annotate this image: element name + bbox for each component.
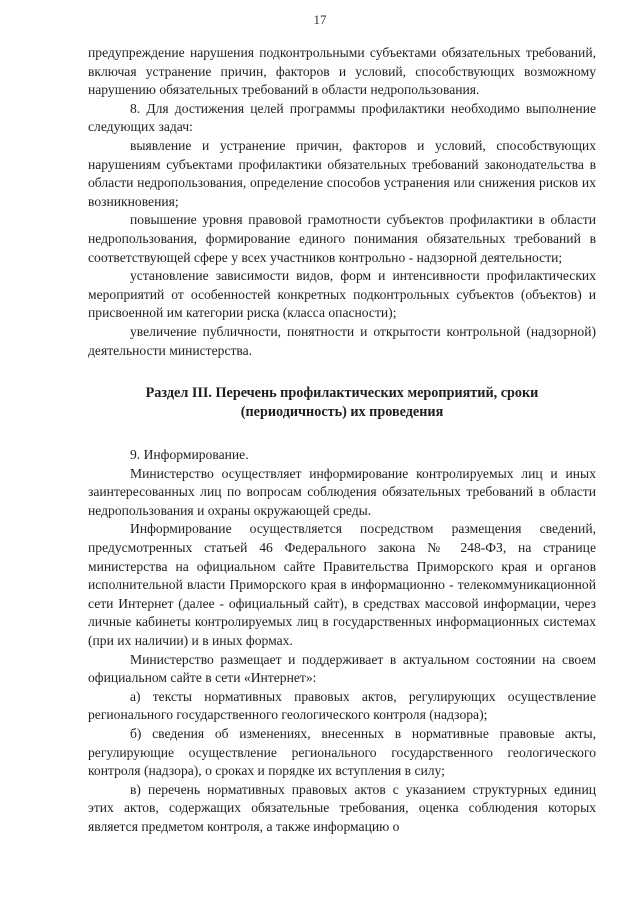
- section-heading: Раздел III. Перечень профилактических мероприятий, сроки (периодичность) их проведения: [145, 385, 539, 421]
- paragraph-list-c: в) перечень нормативных правовых актов с указанием структурных единиц этих актов, содержащих обязательные требования, оценка соблюдения которых является предметом контроля, а также информацию о: [88, 781, 596, 834]
- page-number: 17: [313, 12, 327, 27]
- paragraph-website-content: Министерство размещает и поддерживает в актуальном состоянии на своем официальном сайте в сети «Интернет»:: [88, 651, 596, 686]
- paragraph-item-8: 8. Для достижения целей программы профилактики необходимо выполнение следующих задач:: [88, 100, 596, 135]
- paragraph-informing-means: Информирование осуществляется посредством размещения сведений, предусмотренных статьей 46 Федерального закона № 248-ФЗ, на странице министерства на официальном сайте Правительства Приморского края и органов исполнительной власти Приморского края в информационно - телекоммуникационной сети Интернет (далее - официальный сайт), в средствах массовой информации, через личные кабинеты контролируемых лиц в государственных информационных системах (при их наличии) и в иных формах.: [88, 521, 596, 649]
- paragraph-task-1: выявление и устранение причин, факторов и условий, способствующих нарушениям субъектами профилактики обязательных требований законодательства в области недропользования, определение способов устранения или снижения рисков их возникновения;: [88, 137, 596, 209]
- paragraph-goal-continuation: предупреждение нарушения подконтрольными субъектами обязательных требований, включая устранение причин, факторов и условий, способствующих возможному нарушению обязательных требований в области недропользования.: [88, 45, 596, 98]
- paragraph-list-b: б) сведения об изменениях, внесенных в нормативные правовые акты, регулирующие осуществление регионального государственного геологического контроля (надзора), о сроках и порядке их вступления в силу;: [88, 726, 596, 779]
- paragraph-task-4: увеличение публичности, понятности и открытости контрольной (надзорной) деятельности министерства.: [88, 323, 596, 358]
- paragraph-task-2: повышение уровня правовой грамотности субъектов профилактики в области недропользования, формирование единого понимания обязательных требований в соответствующей сфере у всех участников контрольно - надзорной деятельности;: [88, 212, 596, 265]
- paragraph-task-3: установление зависимости видов, форм и интенсивности профилактических мероприятий от особенностей конкретных подконтрольных субъектов (объектов) и присвоенной им категории риска (класса опасности);: [88, 268, 596, 321]
- paragraph-informing-intro: Министерство осуществляет информирование контролируемых лиц и иных заинтересованных лиц по вопросам соблюдения обязательных требований в области недропользования и охраны окружающей среды.: [88, 465, 596, 518]
- document-body: [88, 44, 596, 837]
- paragraph-list-a: а) тексты нормативных правовых актов, регулирующих осуществление регионального государственного геологического контроля (надзора);: [88, 688, 596, 723]
- paragraph-item-9: 9. Информирование.: [130, 447, 249, 463]
